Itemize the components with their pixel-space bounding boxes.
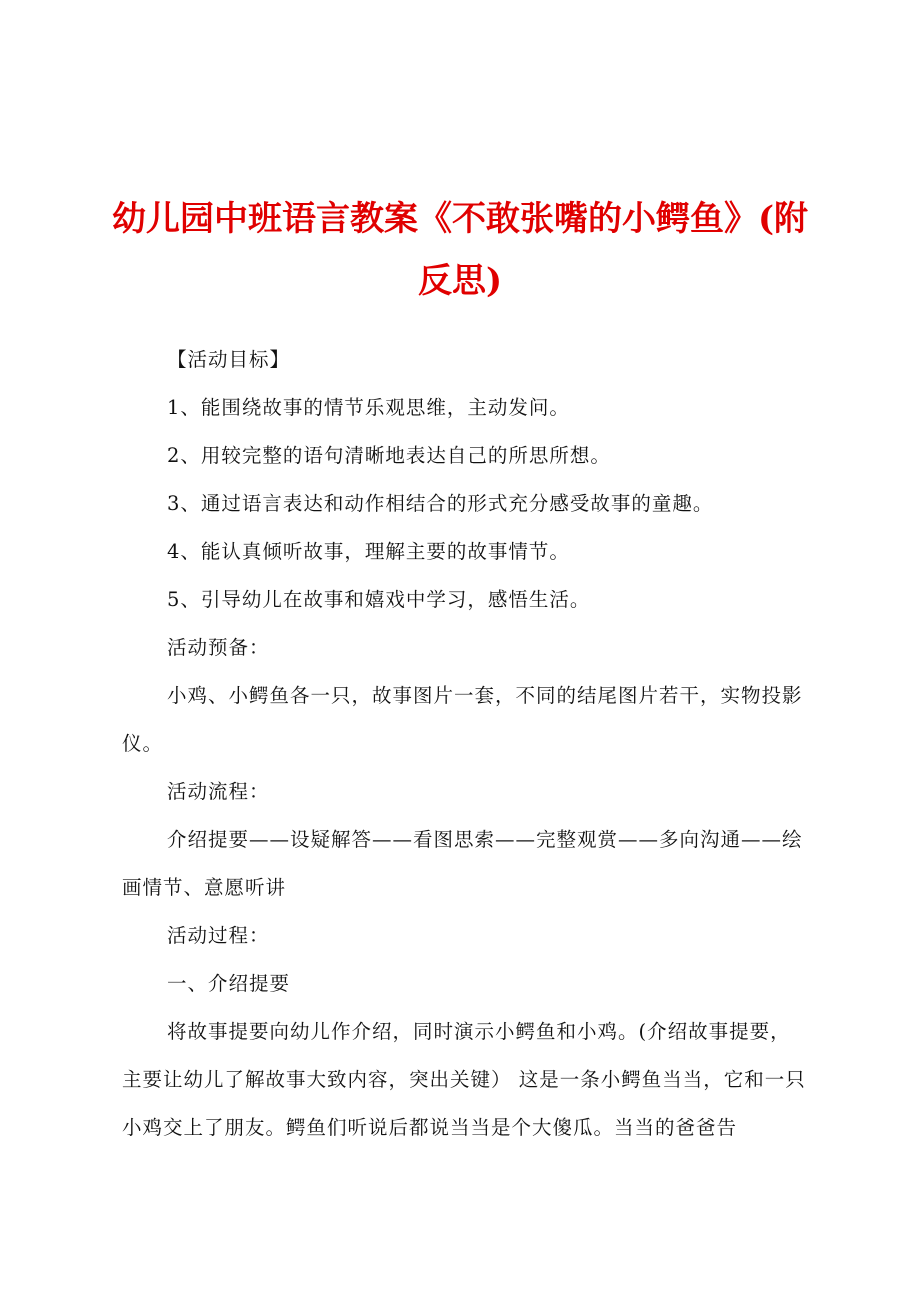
process-step-1-text: 将故事提要向幼儿作介绍，同时演示小鳄鱼和小鸡。(介绍故事提要，主要让幼儿了解故事大致内容，突出关键） 这是一条小鳄鱼当当，它和一只小鸡交上了朋友。鳄鱼们听说后都说当当是个大傻瓜。当当的爸爸告	[122, 1020, 806, 1139]
process-step-1-heading: 一、介绍提要	[167, 972, 291, 995]
flow-text: 介绍提要——设疑解答——看图思索——完整观赏——多向沟通——绘画情节、意愿听讲	[122, 828, 803, 899]
goal-item-4: 4、能认真倾听故事，理解主要的故事情节。	[167, 540, 570, 563]
goal-item-1: 1、能围绕故事的情节乐观思维，主动发问。	[167, 396, 570, 419]
section-heading-preparation: 活动预备：	[167, 636, 270, 659]
section-heading-process: 活动过程：	[167, 924, 270, 947]
section-heading-flow: 活动流程：	[167, 780, 270, 803]
goal-item-3: 3、通过语言表达和动作相结合的形式充分感受故事的童趣。	[167, 492, 714, 515]
preparation-text: 小鸡、小鳄鱼各一只，故事图片一套，不同的结尾图片若干，实物投影仪。	[122, 684, 803, 755]
document-body	[122, 336, 810, 1152]
document-title: 幼儿园中班语言教案《不敢张嘴的小鳄鱼》(附反思)	[111, 199, 809, 301]
goal-item-5: 5、引导幼儿在故事和嬉戏中学习，感悟生活。	[167, 588, 591, 611]
section-heading-goals: 【活动目标】	[167, 348, 291, 371]
goal-item-2: 2、用较完整的语句清晰地表达自己的所思所想。	[167, 444, 611, 467]
